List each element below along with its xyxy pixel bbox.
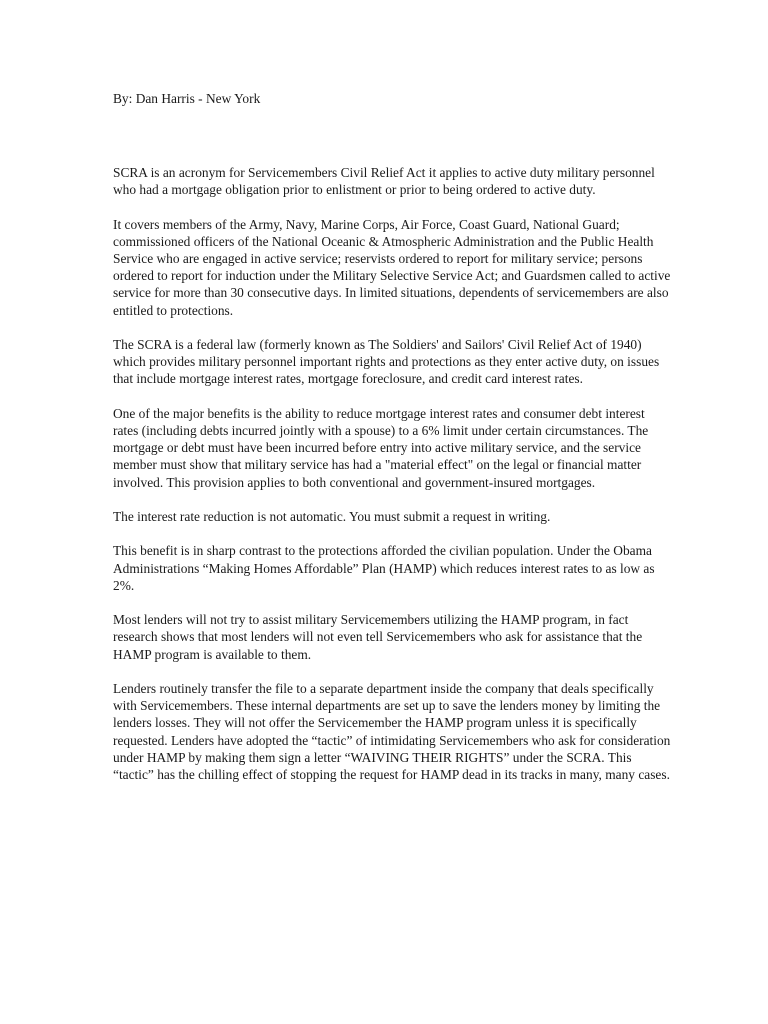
paragraph-major-benefits: One of the major benefits is the ability to reduce mortgage interest rates and consumer debt interest rates (including debts incurred jointly with a spouse) to a 6% limit under certain circumstances. The mortgage or debt must have been incurred before entry into active military service, and the service member must show that military service has had a "material effect" on the legal or financial matter involved. This provision applies to both conventional and government-insured mortgages.: [113, 405, 649, 490]
paragraph-coverage: It covers members of the Army, Navy, Marine Corps, Air Force, Coast Guard, National Guard; commissioned officers of the National Oceanic & Atmospheric Administration and the Public Health Service who are engaged in active service; reservists ordered to report for military service; persons ordered to report for induction under the Military Selective Service Act; and Guardsmen called to active service for more than 30 consecutive days. In limited situations, dependents of servicemembers are also entitled to protections.: [113, 216, 671, 318]
paragraph-lenders-hamp: Most lenders will not try to assist military Servicemembers utilizing the HAMP program, in fact research shows that most lenders will not even tell Servicemembers who ask for assistance that the HAMP program is available to them.: [113, 612, 643, 662]
byline: By: Dan Harris - New York: [113, 91, 261, 106]
paragraph-lenders-tactic: Lenders routinely transfer the file to a separate department inside the company that deals specifically with Servicemembers. These internal departments are set up to save the lenders money by limiting the lenders losses. They will not offer the Servicemember the HAMP program unless it is specifically requested. Lenders have adopted the “tactic” of intimidating Servicemembers who ask for consideration under HAMP by making them sign a letter “WAIVING THEIR RIGHTS” under the SCRA. This “tactic” has the chilling effect of stopping the request for HAMP dead in its tracks in many, many cases.: [113, 680, 671, 782]
article-body: [113, 164, 673, 800]
paragraph-contrast-hamp: This benefit is in sharp contrast to the protections afforded the civilian population. Under the Obama Administrations “Making Homes Affordable” Plan (HAMP) which reduces interest rates to as low as 2%.: [113, 543, 655, 593]
paragraph-scra-definition: SCRA is an acronym for Servicemembers Civil Relief Act it applies to active duty military personnel who had a mortgage obligation prior to enlistment or prior to being ordered to active duty.: [113, 165, 655, 198]
paragraph-not-automatic: The interest rate reduction is not automatic. You must submit a request in writing.: [113, 509, 551, 524]
paragraph-federal-law: The SCRA is a federal law (formerly known as The Soldiers' and Sailors' Civil Relief Act of 1940) which provides military personnel important rights and protections as they enter active duty, on issues that include mortgage interest rates, mortgage foreclosure, and credit card interest rates.: [113, 337, 660, 387]
